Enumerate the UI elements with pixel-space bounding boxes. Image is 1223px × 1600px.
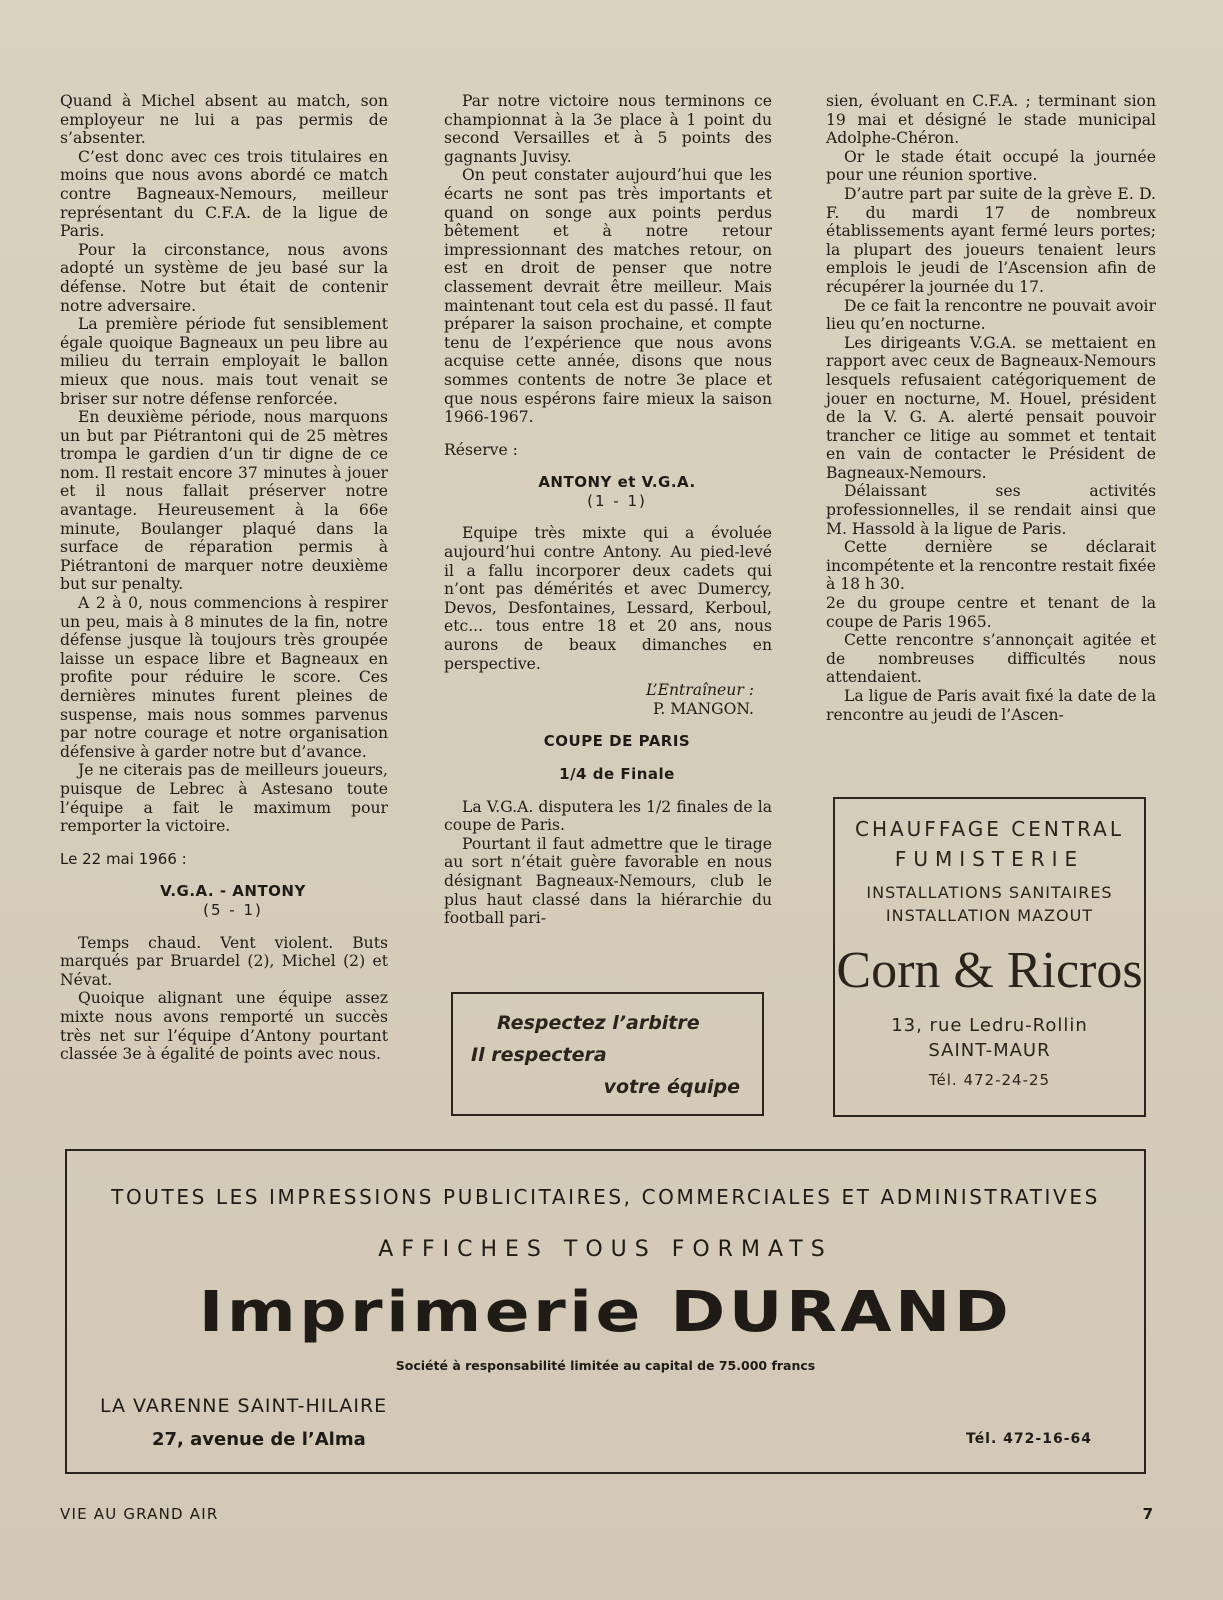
- match-heading: ANTONY et V.G.A.: [538, 473, 696, 492]
- ad-address: 27, avenue de l’Alma: [152, 1429, 366, 1450]
- article-column-1: [60, 92, 388, 1064]
- article-column-2: [444, 92, 772, 928]
- ad-brand: Imprimerie DURAND: [198, 1280, 1013, 1345]
- paragraph: La V.G.A. disputera les 1/2 finales de la coupe de Paris.: [444, 797, 772, 835]
- ad-line: CHAUFFAGE CENTRAL: [854, 817, 1124, 841]
- paragraph: Je ne citerais pas de meilleurs joueurs, puisque de Lebrec à Astesano toute l’équipe a fait le maximum pour remporter la victoire.: [60, 761, 388, 836]
- respect-line-1: Respectez l’arbitre: [497, 1012, 700, 1034]
- ad-line: INSTALLATION MAZOUT: [885, 906, 1094, 925]
- ad-brand: Corn & Ricros: [836, 942, 1143, 999]
- signature-title: L’Entraîneur :: [646, 681, 754, 700]
- paragraph: Quoique alignant une équipe assez mixte nous avons remporté un succès très net sur l’équipe d’Antony pourtant classée 3e à égalité de points avec nous.: [60, 989, 388, 1064]
- ad-phone: Tél. 472-16-64: [966, 1431, 1092, 1447]
- page-number: 7: [1142, 1505, 1153, 1523]
- ad-line: AFFICHES TOUS FORMATS: [378, 1237, 833, 1262]
- paragraph: Cette dernière se déclarait incompétente et la rencontre restait fixée à 18 h 30.: [826, 538, 1156, 594]
- paragraph: On peut constater aujourd’hui que les écarts ne sont pas très importants et quand on songe aux points perdus bêtement et à notre retour impressionnant des matches retour, on est en droit de penser que notre classement devrait être meilleur. Mais maintenant tout cela est du passé. Il faut préparer la saison prochaine, et compte tenu de l’expérience que nous avons acquise cette année, disons que nous sommes contents de notre 3e place et que nous espérons faire mieux la saison 1966-1967.: [444, 166, 772, 427]
- paragraph: Pourtant il faut admettre que le tirage au sort n’était guère favorable en nous désignant Bagneaux-Nemours, club le plus haut classé dans la hiérarchie du football pari-: [444, 834, 772, 928]
- ad-phone: Tél. 472-24-25: [928, 1071, 1051, 1089]
- paragraph: Par notre victoire nous terminons ce championnat à la 3e place à 1 point du second Versailles et à 5 points des gagnants Juvisy.: [444, 92, 772, 166]
- article-column-3: [826, 92, 1156, 724]
- ad-legal: Société à responsabilité limitée au capital de 75.000 francs: [395, 1358, 816, 1373]
- respect-line-3: votre équipe: [603, 1076, 740, 1098]
- publication-name: VIE AU GRAND AIR: [60, 1505, 219, 1523]
- paragraph: De ce fait la rencontre ne pouvait avoir lieu qu’en nocturne.: [826, 296, 1156, 334]
- respect-line-2: Il respectera: [471, 1044, 607, 1066]
- section-subheading: 1/4 de Finale: [559, 765, 675, 783]
- match-date: Le 22 mai 1966 :: [60, 849, 187, 868]
- ad-city: SAINT-MAUR: [928, 1040, 1051, 1061]
- respect-referee-box: [451, 992, 764, 1116]
- paragraph: Equipe très mixte qui a évoluée aujourd’hui contre Antony. Au pied-levé il a fallu incorporer deux cadets qui n’ont pas démérités et avec Dumercy, Devos, Desfontaines, Lessard, Kerboul, etc... tous entre 18 et 20 ans, nous aurons de beaux dimanches en perspective.: [444, 524, 772, 673]
- paragraph: D’autre part par suite de la grève E. D. F. du mardi 17 de nombreux établissements ayant fermé leurs portes; la plupart des joueurs tenaient leurs emplois le jeudi de l’Ascension afin de récupérer la journée du 17.: [826, 184, 1156, 296]
- match-heading: V.G.A. - ANTONY: [160, 882, 306, 901]
- ad-address: 13, rue Ledru-Rollin: [891, 1015, 1088, 1036]
- match-score: (1 - 1): [587, 491, 647, 510]
- heating-advertisement: [833, 797, 1146, 1117]
- paragraph: Pour la circonstance, nous avons adopté un système de jeu basé sur la défense. Notre but était de contenir notre adversaire.: [60, 240, 388, 315]
- paragraph: sien, évoluant en C.F.A. ; terminant sion 19 mai et désigné le stade municipal Adolphe-Chéron.: [826, 92, 1156, 148]
- printer-advertisement: [65, 1149, 1146, 1474]
- ad-line: INSTALLATIONS SANITAIRES: [866, 883, 1113, 902]
- paragraph: 2e du groupe centre et tenant de la coupe de Paris 1965.: [826, 594, 1156, 631]
- ad-city: LA VARENNE SAINT-HILAIRE: [100, 1395, 388, 1417]
- paragraph: Or le stade était occupé la journée pour une réunion sportive.: [826, 147, 1156, 185]
- paragraph: Les dirigeants V.G.A. se mettaient en rapport avec ceux de Bagneaux-Nemours lesquels refusaient catégoriquement de jouer en nocturne, M. Houel, président de la V. G. A. alerté pensait pouvoir trancher ce litige au sommet et tentait en vain de contacter le Président de Bagneaux-Nemours.: [826, 333, 1156, 482]
- paragraph: C’est donc avec ces trois titulaires en moins que nous avons abordé ce match contre Bagneaux-Nemours, meilleur représentant du C.F.A. de la ligue de Paris.: [60, 147, 388, 241]
- paragraph: Cette rencontre s’annonçait agitée et de nombreuses difficultés nous attendaient.: [826, 631, 1156, 687]
- section-label: Réserve :: [444, 440, 518, 459]
- match-score: (5 - 1): [203, 900, 263, 919]
- paragraph: En deuxième période, nous marquons un but par Piétrantoni qui de 25 mètres trompa le gardien d’un tir digne de ce nom. Il restait encore 37 minutes à jouer et il nous fallait préserver notre avantage. Heureusement à la 66e minute, Boulanger plaqué dans la surface de réparation permis à Piétrantoni de marquer notre deuxième but sur penalty.: [60, 408, 388, 594]
- section-heading: COUPE DE PARIS: [543, 732, 691, 751]
- paragraph: La ligue de Paris avait fixé la date de la rencontre au jeudi de l’Ascen-: [826, 687, 1156, 724]
- ad-line: TOUTES LES IMPRESSIONS PUBLICITAIRES, COMMERCIALES ET ADMINISTRATIVES: [111, 1185, 1100, 1209]
- paragraph: A 2 à 0, nous commencions à respirer un peu, mais à 8 minutes de la fin, notre défense jusque là toujours très groupée laisse un espace libre et Bagneaux en profite pour réduire le score. Ces dernières minutes furent pleines de suspense, mais nous sommes parvenus par notre courage et notre organisation défensive à garder notre but d’avance.: [60, 594, 388, 761]
- ad-line: FUMISTERIE: [894, 847, 1085, 871]
- paragraph: Quand à Michel absent au match, son employeur ne lui a pas permis de s’absenter.: [60, 92, 388, 148]
- signature-name: P. MANGON.: [653, 699, 754, 718]
- paragraph: Délaissant ses activités professionnelles, il se rendait ainsi que M. Hassold à la ligue de Paris.: [826, 482, 1156, 538]
- paragraph: La première période fut sensiblement égale quoique Bagneaux un peu libre au milieu du terrain employait le ballon mieux que nous. mais tout venait se briser sur notre défense renforcée.: [60, 315, 388, 408]
- paragraph: Temps chaud. Vent violent. Buts marqués par Bruardel (2), Michel (2) et Névat.: [60, 933, 388, 989]
